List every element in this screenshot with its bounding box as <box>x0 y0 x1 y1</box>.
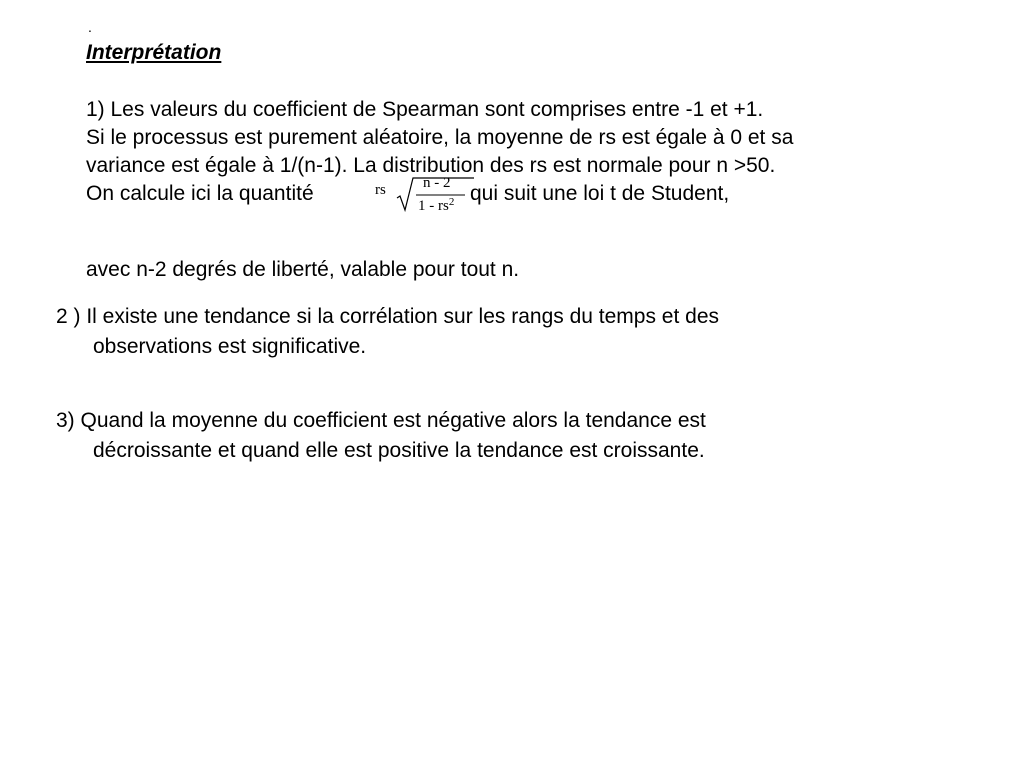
formula-denominator <box>418 195 454 214</box>
formula-coefficient: rs <box>375 182 386 198</box>
point-3 <box>56 406 706 466</box>
point-2 <box>56 302 719 362</box>
point-2-line-1: 2 ) Il existe une tendance si la corrélation sur les rangs du temps et des <box>56 305 720 328</box>
point-1-line-1: 1) Les valeurs du coefficient de Spearman sont comprises entre -1 et +1. <box>86 98 764 121</box>
bullet-marker: . <box>88 19 92 35</box>
formula-denominator-base: 1 - rs <box>418 198 449 214</box>
formula-exponent: 2 <box>448 196 455 208</box>
point-1-line-4-text: On calcule ici la quantité <box>86 182 314 205</box>
formula-numerator: n - 2 <box>423 175 451 191</box>
point-1-line-2: Si le processus est purement aléatoire, la moyenne de rs est égale à 0 et sa <box>86 126 794 149</box>
slide-title: Interprétation <box>86 41 222 64</box>
point-2-line-2: observations est significative. <box>93 335 367 358</box>
point-1-line-4-end: qui suit une loi t de Student, <box>470 182 730 205</box>
point-1 <box>86 96 794 214</box>
point-3-line-1: 3) Quand la moyenne du coefficient est négative alors la tendance est <box>56 409 706 432</box>
spearman-t-formula <box>375 174 475 216</box>
point-1-line-3: variance est égale à 1/(n-1). La distribution des rs est normale pour n >50. <box>86 154 776 177</box>
point-1-line-4 <box>86 175 793 214</box>
point-3-line-2: décroissante et quand elle est positive la tendance est croissante. <box>93 439 705 462</box>
point-1-line-5: avec n-2 degrés de liberté, valable pour tout n. <box>86 258 520 281</box>
